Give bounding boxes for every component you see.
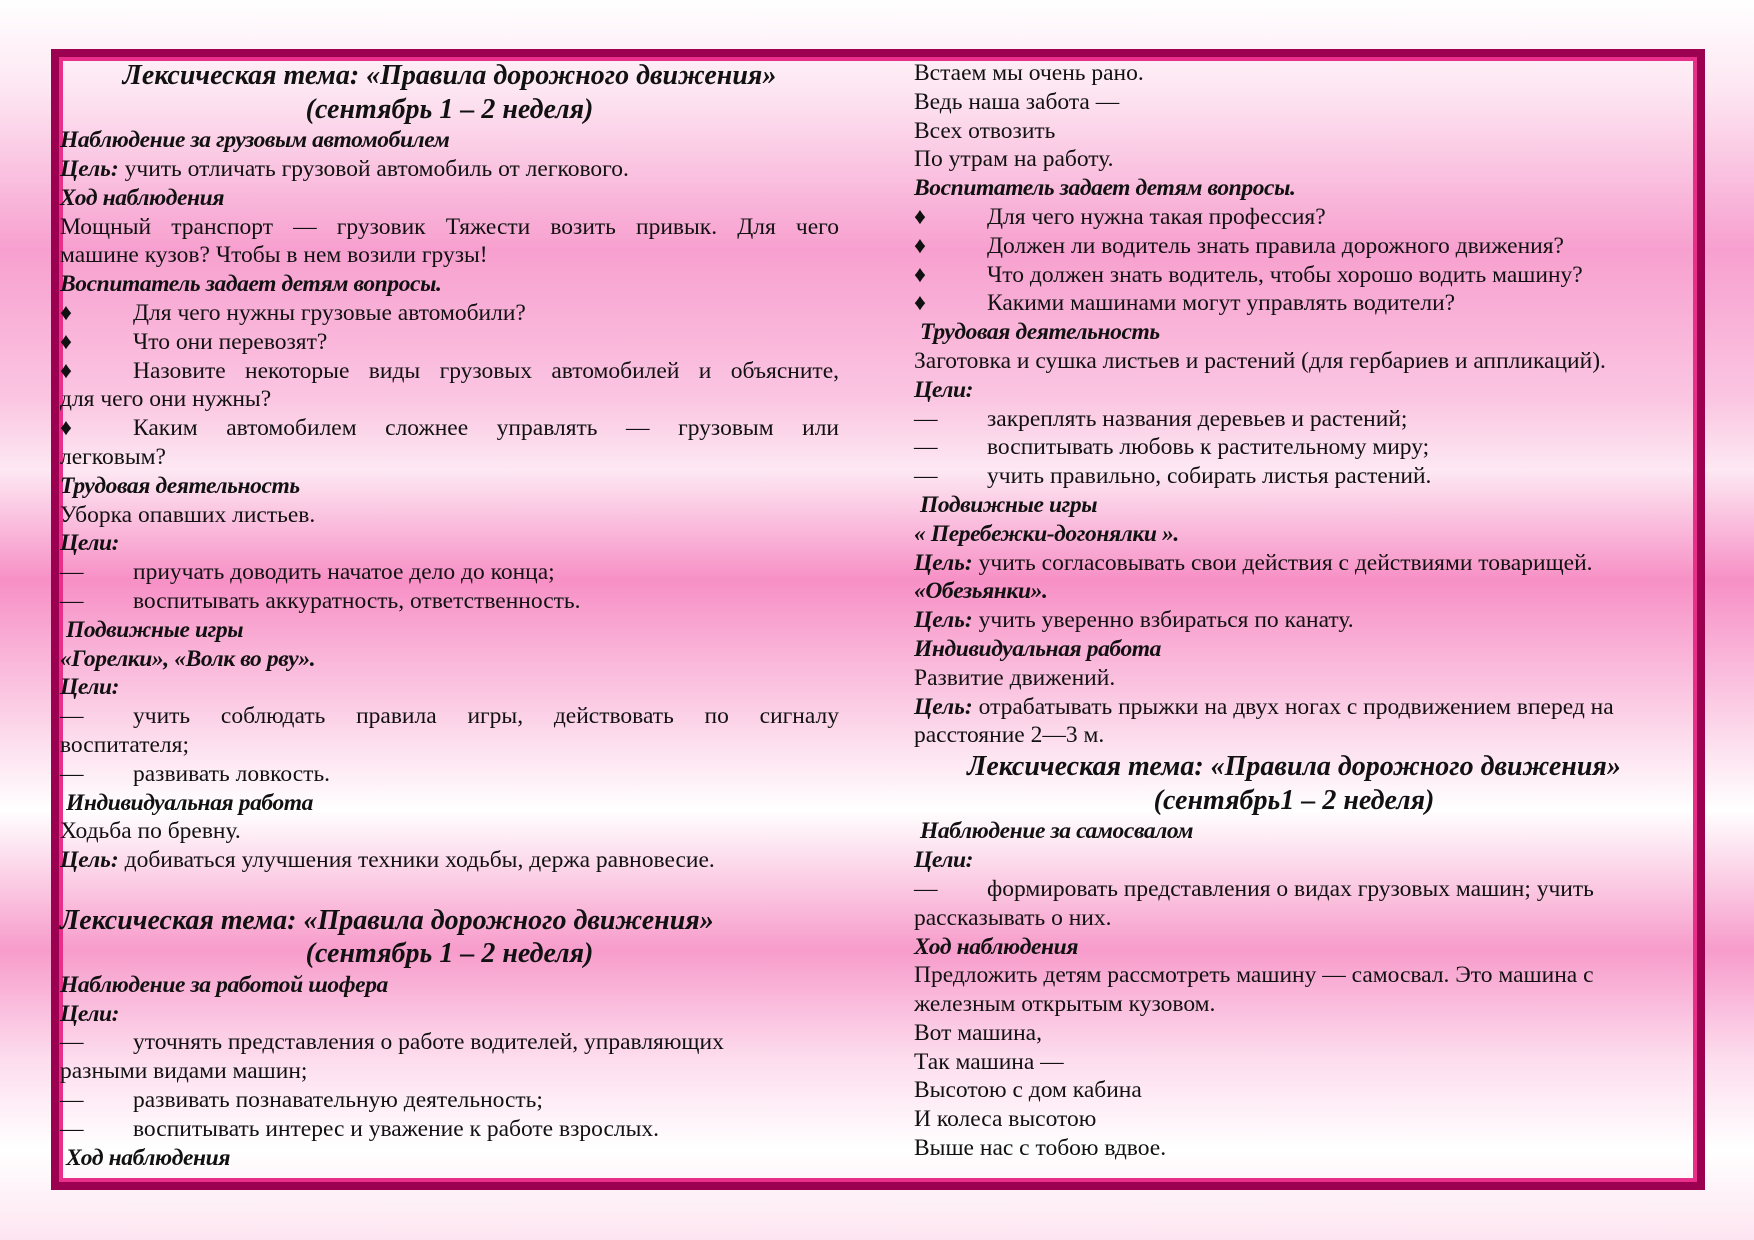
goals-label: Цели: [914, 376, 974, 403]
section-heading: Наблюдение за самосвалом [920, 818, 1194, 845]
text-line: Ходьба по бревну. [60, 818, 241, 845]
list-item [914, 875, 1674, 904]
list-item-text: Каким автомобилем сложнее управлять — грузовым или [133, 415, 839, 442]
goal-text: отрабатывать прыжки на двух ногах с продвижением вперед на [972, 693, 1614, 720]
diamond-bullet-icon: ♦ [914, 203, 926, 230]
goals-label: Цели: [914, 847, 974, 874]
game-name: « Перебежки-догонялки ». [914, 520, 1179, 547]
list-item [914, 232, 1674, 261]
section-heading: Наблюдение за работой шофера [60, 971, 388, 998]
lexical-theme-period: (сентябрь 1 – 2 неделя) [305, 938, 594, 970]
goal-text: учить уверенно взбираться по канату. [972, 607, 1354, 634]
list-item-text: воспитывать аккуратность, ответственность. [133, 587, 581, 614]
text-line: Уборка опавших листьев. [60, 501, 316, 528]
text-line: железным открытым кузовом. [914, 991, 1216, 1018]
dash-bullet: — [60, 1115, 84, 1142]
list-item [60, 1028, 839, 1057]
poem-line: По утрам на работу. [914, 146, 1114, 173]
goal-line [60, 846, 839, 875]
dash-bullet: — [914, 875, 938, 902]
list-item [60, 1115, 839, 1144]
list-item-text: формировать представления о видах грузовых машин; учить [987, 875, 1594, 902]
goals-label: Цели: [60, 674, 120, 701]
diamond-bullet-icon: ♦ [60, 357, 72, 384]
text-line: воспитателя; [60, 731, 189, 758]
list-item [60, 558, 839, 587]
games-names: «Горелки», «Волк во рву». [60, 645, 316, 672]
list-item [60, 1086, 839, 1115]
diamond-bullet-icon: ♦ [60, 328, 72, 355]
text-line: машине кузов? Чтобы в нем возили грузы! [60, 242, 488, 269]
poem-line: Высотою с дом кабина [914, 1077, 1142, 1104]
goal-label: Цель: [60, 155, 119, 182]
list-item-text: приучать доводить начатое дело до конца; [133, 559, 555, 586]
section-heading: Подвижные игры [920, 491, 1098, 518]
text-line: легковым? [60, 443, 166, 470]
goal-text: добиваться улучшения техники ходьбы, держа равновесие. [118, 847, 715, 874]
text-line: Развитие движений. [914, 664, 1116, 691]
list-item-text: воспитывать интерес и уважение к работе взрослых. [133, 1115, 660, 1142]
goal-label: Цель: [914, 607, 973, 634]
list-item-text: Для чего нужны грузовые автомобили? [133, 299, 526, 326]
diamond-bullet-icon: ♦ [60, 415, 72, 442]
list-item-text: Какими машинами могут управлять водители? [987, 290, 1456, 317]
section-heading: Подвижные игры [66, 616, 244, 643]
goal-line [60, 155, 839, 184]
goal-line [914, 693, 1674, 722]
poem-line: Всех отвозить [914, 117, 1056, 144]
list-item [914, 289, 1674, 318]
poem-line: Ведь наша забота — [914, 88, 1120, 115]
list-item [914, 261, 1674, 290]
list-item [60, 299, 839, 328]
list-item-text: Назовите некоторые виды грузовых автомобилей и объясните, [133, 357, 839, 384]
text-line: разными видами машин; [60, 1058, 308, 1085]
list-item-text: развивать познавательную деятельность; [133, 1087, 543, 1114]
text-line: Предложить детям рассмотреть машину — самосвал. Это машина с [914, 962, 1594, 989]
goal-text: учить согласовывать свои действия с действиями товарищей. [972, 549, 1593, 576]
goal-label: Цель: [914, 549, 973, 576]
left-column [60, 59, 839, 1172]
goal-label: Цель: [914, 693, 973, 720]
text-line: расстояние 2—3 м. [914, 722, 1105, 749]
list-item-text: закреплять названия деревьев и растений; [987, 405, 1408, 432]
section-heading: Воспитатель задает детям вопросы. [60, 271, 442, 298]
dash-bullet: — [60, 703, 84, 730]
dash-bullet: — [60, 760, 84, 787]
goal-line [914, 606, 1674, 635]
lexical-theme-period: (сентябрь 1 – 2 неделя) [305, 93, 594, 125]
text-line: рассказывать о них. [914, 904, 1112, 931]
section-heading: Воспитатель задает детям вопросы. [914, 175, 1296, 202]
text-line: Заготовка и сушка листьев и растений (для гербариев и аппликаций). [914, 347, 1606, 374]
goal-text: учить отличать грузовой автомобиль от легкового. [118, 155, 629, 182]
goals-label: Цели: [60, 530, 120, 557]
list-item [914, 462, 1674, 491]
list-item [914, 405, 1674, 434]
right-column [914, 59, 1674, 1163]
list-item-text: Для чего нужна такая профессия? [987, 203, 1326, 230]
poem-line: Так машина — [914, 1048, 1064, 1075]
list-item [60, 760, 839, 789]
text-line: Мощный транспорт — грузовик Тяжести возить привык. Для чего [60, 213, 839, 240]
spacer [60, 875, 839, 904]
dash-bullet: — [60, 1029, 84, 1056]
section-heading: Трудовая деятельность [60, 472, 300, 499]
lexical-theme-title: Лексическая тема: «Правила дорожного движения» [60, 904, 714, 936]
poem-line: Выше нас с тобою вдвое. [914, 1135, 1167, 1162]
list-item-text: воспитывать любовь к растительному миру; [987, 434, 1430, 461]
list-item-text: развивать ловкость. [133, 760, 331, 787]
section-heading: Индивидуальная работа [914, 635, 1162, 662]
list-item-text: Должен ли водитель знать правила дорожного движения? [987, 232, 1564, 259]
section-heading: Ход наблюдения [914, 933, 1079, 960]
list-item-text: учить соблюдать правила игры, действовать по сигналу [133, 703, 839, 730]
list-item-text: Что должен знать водитель, чтобы хорошо водить машину? [987, 261, 1583, 288]
list-item [914, 433, 1674, 462]
lexical-theme-title: Лексическая тема: «Правила дорожного движения» [122, 60, 777, 91]
list-item [914, 203, 1674, 232]
section-heading: Ход наблюдения [60, 184, 225, 211]
list-item-text: учить правильно, собирать листья растений. [987, 463, 1432, 490]
dash-bullet: — [60, 587, 84, 614]
diamond-bullet-icon: ♦ [914, 232, 926, 259]
game-name: «Обезьянки». [914, 578, 1048, 605]
poem-line: И колеса высотою [914, 1106, 1097, 1133]
lexical-theme-period: (сентябрь1 – 2 неделя) [1153, 784, 1435, 816]
diamond-bullet-icon: ♦ [914, 261, 926, 288]
diamond-bullet-icon: ♦ [60, 299, 72, 326]
text-line: для чего они нужны? [60, 386, 272, 413]
lexical-theme-title: Лексическая тема: «Правила дорожного движения» [967, 751, 1621, 783]
section-heading: Наблюдение за грузовым автомобилем [60, 127, 450, 154]
dash-bullet: — [914, 434, 938, 461]
dash-bullet: — [60, 1087, 84, 1114]
list-item [60, 587, 839, 616]
goals-label: Цели: [60, 1000, 120, 1027]
list-item [60, 702, 839, 731]
list-item-text: уточнять представления о работе водителей, управляющих [133, 1029, 724, 1056]
list-item [60, 328, 839, 357]
poem-line: Встаем мы очень рано. [914, 60, 1144, 86]
section-heading: Ход наблюдения [66, 1144, 231, 1171]
diamond-bullet-icon: ♦ [914, 290, 926, 317]
poem-line: Вот машина, [914, 1019, 1042, 1046]
section-heading: Индивидуальная работа [66, 789, 314, 816]
goal-label: Цель: [60, 847, 119, 874]
dash-bullet: — [914, 405, 938, 432]
list-item-text: Что они перевозят? [133, 328, 328, 355]
goal-line [914, 549, 1674, 578]
section-heading: Трудовая деятельность [920, 319, 1160, 346]
dash-bullet: — [914, 463, 938, 490]
list-item [60, 357, 839, 386]
dash-bullet: — [60, 559, 84, 586]
list-item [60, 414, 839, 443]
